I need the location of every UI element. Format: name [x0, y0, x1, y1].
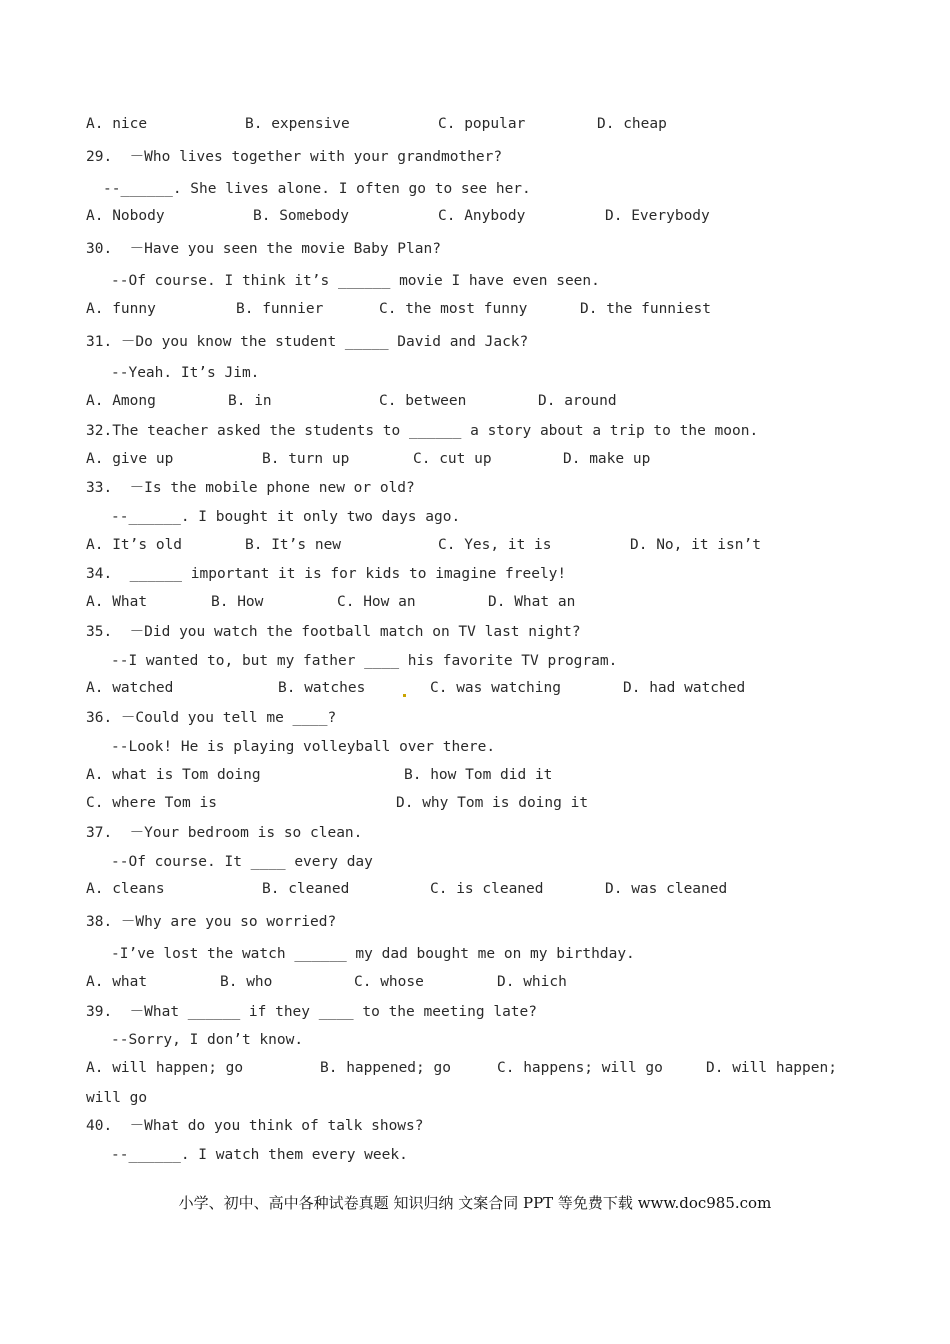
- option-a: A. give up: [86, 451, 174, 467]
- option-a: A. nice: [86, 116, 148, 132]
- option-d: D. make up: [563, 451, 651, 467]
- question-text: 31. －Do you know the student _____ David and Jack?: [86, 334, 529, 350]
- option-b: B. funnier: [236, 301, 324, 317]
- option-c: C. is cleaned: [430, 881, 544, 897]
- reply-text: --Sorry, I don’t know.: [111, 1032, 304, 1048]
- option-b: B. in: [228, 393, 272, 409]
- question-text: 34. ______ important it is for kids to imagine freely!: [86, 566, 567, 582]
- reply-text: --______. I watch them every week.: [111, 1147, 408, 1163]
- option-b: B. happened; go: [320, 1060, 451, 1076]
- question-text: 37. －Your bedroom is so clean.: [86, 825, 363, 841]
- option-d: D. the funniest: [580, 301, 711, 317]
- reply-text: --Look! He is playing volleyball over there.: [111, 739, 496, 755]
- option-a: A. Among: [86, 393, 156, 409]
- option-a: A. It’s old: [86, 537, 183, 553]
- option-c: C. where Tom is: [86, 795, 217, 811]
- option-a: A. What: [86, 594, 148, 610]
- option-c: C. Yes, it is: [438, 537, 552, 553]
- stray-dot: [403, 694, 406, 697]
- option-b: B. expensive: [245, 116, 350, 132]
- option-a: A. funny: [86, 301, 156, 317]
- option-d: D. No, it isn’t: [630, 537, 761, 553]
- reply-text: --I wanted to, but my father ____ his favorite TV program.: [111, 653, 618, 669]
- question-text: 40. －What do you think of talk shows?: [86, 1118, 424, 1134]
- option-c: C. between: [379, 393, 467, 409]
- question-text: 36. －Could you tell me ____?: [86, 710, 337, 726]
- option-c: C. was watching: [430, 680, 561, 696]
- question-text: 39. －What ______ if they ____ to the meeting late?: [86, 1004, 537, 1020]
- reply-text: --Of course. It ____ every day: [111, 854, 373, 870]
- option-a: A. what is Tom doing: [86, 767, 261, 783]
- option-d: D. will happen;: [706, 1060, 837, 1076]
- option-c: C. happens; will go: [497, 1060, 663, 1076]
- option-d: D. which: [497, 974, 567, 990]
- question-text: 29. －Who lives together with your grandmother?: [86, 149, 503, 165]
- option-c: C. whose: [354, 974, 424, 990]
- option-c: C. the most funny: [379, 301, 528, 317]
- question-text: 30. －Have you seen the movie Baby Plan?: [86, 241, 441, 257]
- option-b: B. watches: [278, 680, 366, 696]
- option-b: B. Somebody: [253, 208, 350, 224]
- option-a: A. Nobody: [86, 208, 165, 224]
- option-d: D. cheap: [597, 116, 667, 132]
- option-b: B. turn up: [262, 451, 350, 467]
- option-a: A. watched: [86, 680, 174, 696]
- reply-text: --Yeah. It’s Jim.: [111, 365, 260, 381]
- reply-text: --______. She lives alone. I often go to see her.: [103, 181, 531, 197]
- option-c: C. How an: [337, 594, 416, 610]
- option-a: A. cleans: [86, 881, 165, 897]
- option-b: B. How: [211, 594, 264, 610]
- question-text: 33. －Is the mobile phone new or old?: [86, 480, 415, 496]
- option-d: D. around: [538, 393, 617, 409]
- option-b: B. who: [220, 974, 273, 990]
- option-d: D. Everybody: [605, 208, 710, 224]
- option-d: D. was cleaned: [605, 881, 728, 897]
- reply-text: --______. I bought it only two days ago.: [111, 509, 461, 525]
- reply-text: -I’ve lost the watch ______ my dad bought me on my birthday.: [111, 946, 635, 962]
- option-d: D. What an: [488, 594, 576, 610]
- reply-text: --Of course. I think it’s ______ movie I have even seen.: [111, 273, 600, 289]
- question-text: 32.The teacher asked the students to ______ a story about a trip to the moon.: [86, 423, 759, 439]
- option-b: B. It’s new: [245, 537, 342, 553]
- option-c: C. cut up: [413, 451, 492, 467]
- option-b: B. cleaned: [262, 881, 350, 897]
- option-d: D. had watched: [623, 680, 746, 696]
- option-a: A. what: [86, 974, 148, 990]
- page-footer: 小学、初中、高中各种试卷真题 知识归纳 文案合同 PPT 等免费下载 www.doc985.com: [178, 1194, 772, 1212]
- question-text: 35. －Did you watch the football match on TV last night?: [86, 624, 581, 640]
- option-c: C. popular: [438, 116, 526, 132]
- option-c: C. Anybody: [438, 208, 526, 224]
- option-d-wrap: will go: [86, 1090, 148, 1106]
- option-a: A. will happen; go: [86, 1060, 244, 1076]
- question-text: 38. －Why are you so worried?: [86, 914, 337, 930]
- option-b: B. how Tom did it: [404, 767, 553, 783]
- option-d: D. why Tom is doing it: [396, 795, 589, 811]
